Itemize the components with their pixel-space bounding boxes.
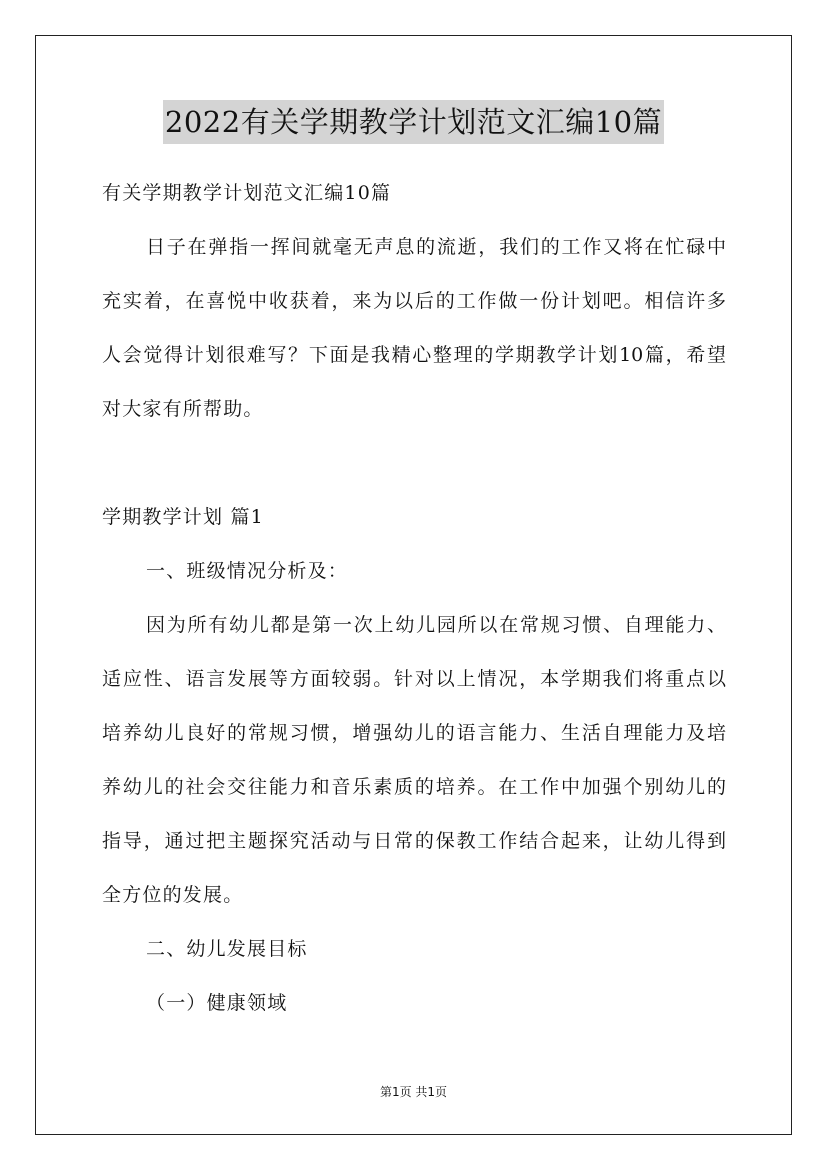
document-subtitle: 有关学期教学计划范文汇编10篇 xyxy=(102,182,392,204)
part1-line-3: 培养幼儿良好的常规习惯，增强幼儿的语言能力、生活自理能力及培 xyxy=(102,722,726,744)
document-title-text: 2022有关学期教学计划范文汇编10篇 xyxy=(163,100,664,144)
document-title xyxy=(0,100,827,144)
page-footer: 第1页 共1页 xyxy=(379,1085,448,1099)
part1-heading: 一、班级情况分析及： xyxy=(146,560,349,582)
part2-subheading: （一）健康领域 xyxy=(146,992,288,1014)
part1-line-2: 适应性、语言发展等方面较弱。针对以上情况，本学期我们将重点以 xyxy=(102,668,726,690)
section-heading: 学期教学计划 篇1 xyxy=(102,506,264,528)
intro-line-1: 日子在弹指一挥间就毫无声息的流逝，我们的工作又将在忙碌中 xyxy=(146,236,726,258)
part1-line-1: 因为所有幼儿都是第一次上幼儿园所以在常规习惯、自理能力、 xyxy=(146,614,726,636)
intro-line-4: 对大家有所帮助。 xyxy=(102,398,264,420)
part1-line-5: 指导，通过把主题探究活动与日常的保教工作结合起来，让幼儿得到 xyxy=(102,830,726,852)
intro-line-3: 人会觉得计划很难写？下面是我精心整理的学期教学计划10篇，希望 xyxy=(102,344,726,366)
intro-line-2: 充实着，在喜悦中收获着，来为以后的工作做一份计划吧。相信许多 xyxy=(102,290,726,312)
part1-line-4: 养幼儿的社会交往能力和音乐素质的培养。在工作中加强个别幼儿的 xyxy=(102,776,726,798)
part2-heading: 二、幼儿发展目标 xyxy=(146,938,308,960)
part1-line-6: 全方位的发展。 xyxy=(102,884,244,906)
